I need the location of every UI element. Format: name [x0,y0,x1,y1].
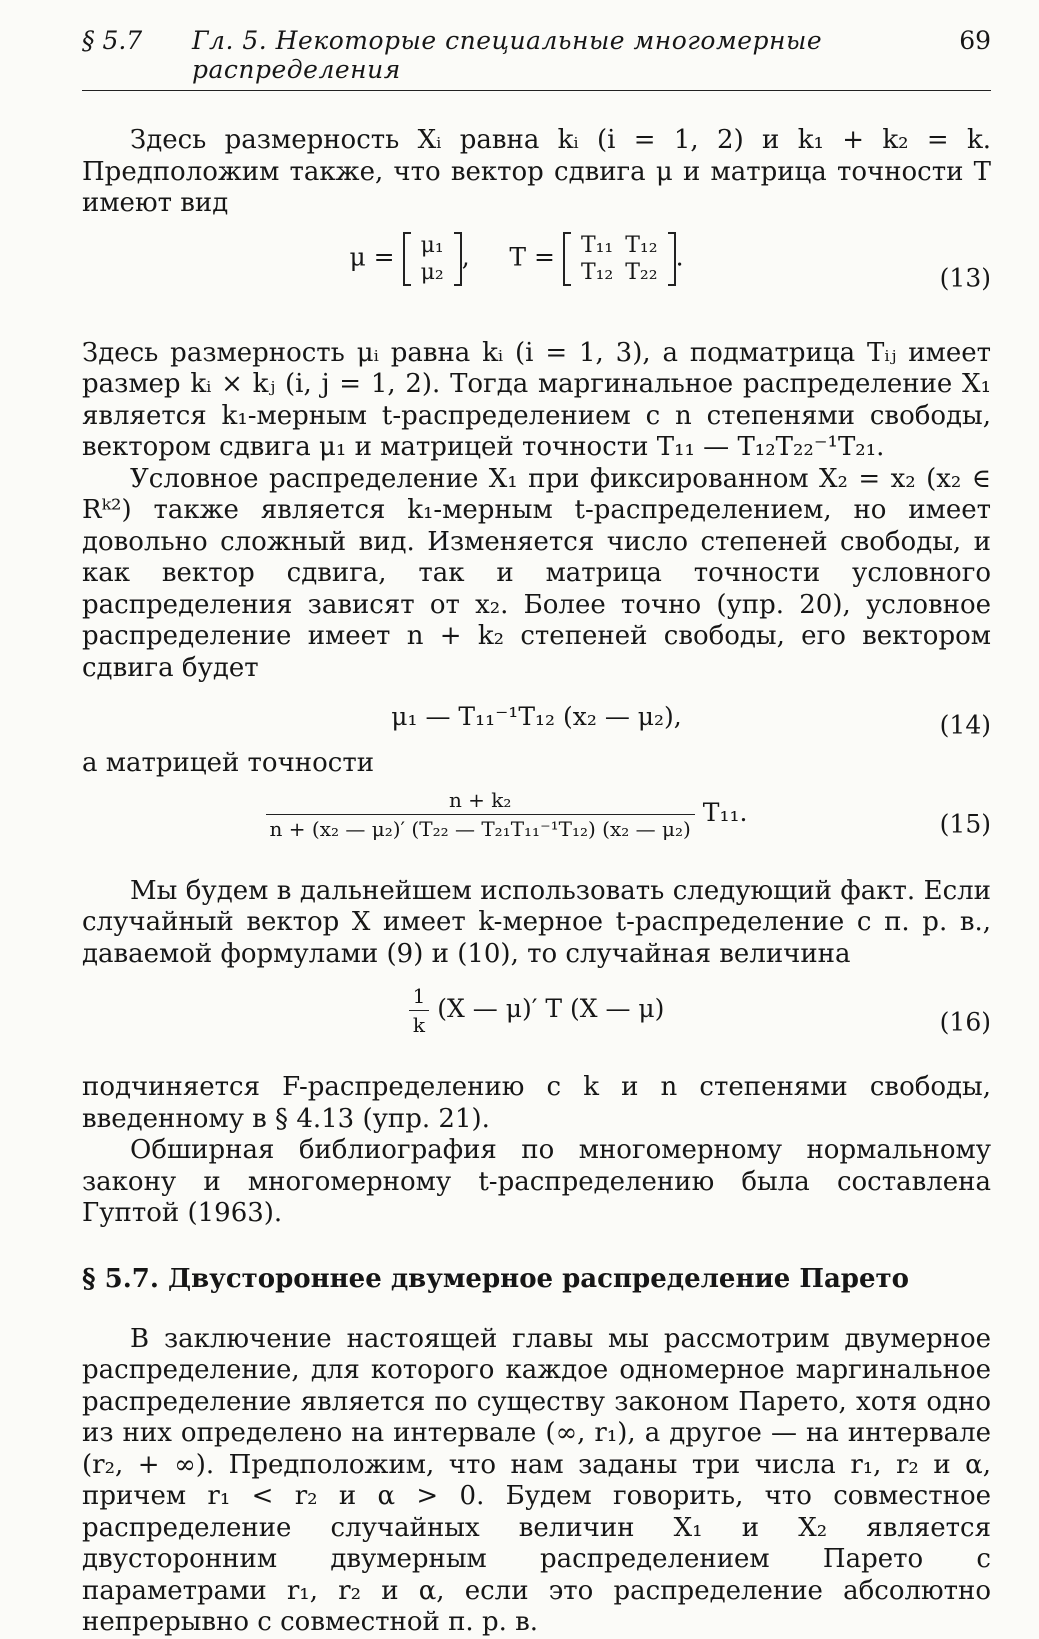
eq15-number: (15) [939,809,991,838]
header-chapter-title: Гл. 5. Некоторые специальные многомерные распределения [192,26,823,84]
t11: T₁₁ [580,232,614,258]
t21: T₁₂ [580,259,614,285]
paragraph-7: Обширная библиография по многомерному нормальному закону и многомерному t-распределению была составлена Гуптой (1963). [82,1135,991,1228]
equation-14 [82,702,991,748]
mu2: μ₂ [420,259,444,285]
paragraph-8: В заключение настоящей главы мы рассмотрим двумерное распределение, для которого каждое одномерное маргинальное распределение является по существу законом Парето, хотя одно из них определено на интервале (∞, r₁), а другое — на интервале (r₂, + ∞). Предположим, что нам заданы три числа r₁, r₂ и α, причем r₁ < r₂ и α > 0. Будем говорить, что совместное распределение случайных величин X₁ и X₂ является двусторонним двумерным распределением Парето с параметрами r₁, r₂ и α, если это распределение абсолютно непрерывно с совместной п. р. в. [82,1323,991,1637]
mu1: μ₁ [420,232,444,258]
eq13-mu-lhs: μ = [349,242,395,271]
eq15-tail: T₁₁. [702,797,748,827]
running-head [82,26,991,91]
eq16-number: (16) [939,1007,991,1037]
t-matrix [563,232,676,286]
page-number: 69 [959,26,991,55]
eq16-expr: (X — μ)′ T (X — μ) [437,994,665,1023]
paragraph-4: а матрицей точности [82,748,375,778]
eq15-numerator: n + k₂ [448,787,512,812]
mu-vector [403,232,462,286]
eq14-expr: μ₁ — T₁₁⁻¹T₁₂ (x₂ — μ₂), [391,702,682,731]
eq16-denominator: k [409,1010,429,1037]
equation-16 [82,984,991,1060]
t12: T₁₂ [625,232,658,258]
header-section: § 5.7 [82,26,143,55]
paragraph-1: Здесь размерность Xᵢ равна kᵢ (i = 1, 2) и k₁ + k₂ = k. Предположим также, что вектор сдвига μ и матрица точности T имеют вид [82,125,991,218]
equation-13: μ = μ₁ μ₂ , T = T₁₁ T₁₂ T₁₂ T₂₂ . (13) [349,232,991,292]
equation-15 [82,788,991,860]
paragraph-2: Здесь размерность μᵢ равна kᵢ (i = 1, 3), а подматрица Tᵢⱼ имеет размер kᵢ × kⱼ (i, j = 1, 2). Тогда маргинальное распределение X₁ является k₁-мерным t-распределением с n степенями свободы, вектором сдвига μ₁ и матрицей точности T₁₁ — T₁₂T₂₂⁻¹T₂₁. [82,337,991,462]
eq13-number: (13) [939,263,991,292]
t22: T₂₂ [625,259,658,285]
eq15-denominator: n + (x₂ — μ₂)′ (T₂₂ — T₂₁T₁₁⁻¹T₁₂) (x₂ — μ₂) [266,814,695,841]
eq16-fraction [409,984,430,1037]
eq16-numerator: 1 [412,984,426,1008]
eq14-number: (14) [939,710,991,740]
paragraph-3: Условное распределение X₁ при фиксированном X₂ = x₂ (x₂ ∈ Rᵏ²) также является k₁-мерным t-распределением, но имеет довольно сложный вид. Изменяется число степеней свободы, и как вектор сдвига, так и матрица точности условного распределения зависят от x₂. Более точно (упр. 20), условное распределение имеет n + k₂ степеней свободы, его вектором сдвига будет [82,463,991,683]
paragraph-6: подчиняется F-распределению с k и n степенями свободы, введенному в § 4.13 (упр. 21). [82,1072,991,1134]
paragraph-5: Мы будем в дальнейшем использовать следующий факт. Если случайный вектор X имеет k-мерное t-распределение с п. р. в., даваемой формулами (9) и (10), то случайная величина [82,875,991,969]
eq13-t-lhs: T = [509,242,555,271]
section-heading: § 5.7. Двустороннее двумерное распределение Парето [82,1263,909,1294]
eq15-fraction [266,788,695,841]
